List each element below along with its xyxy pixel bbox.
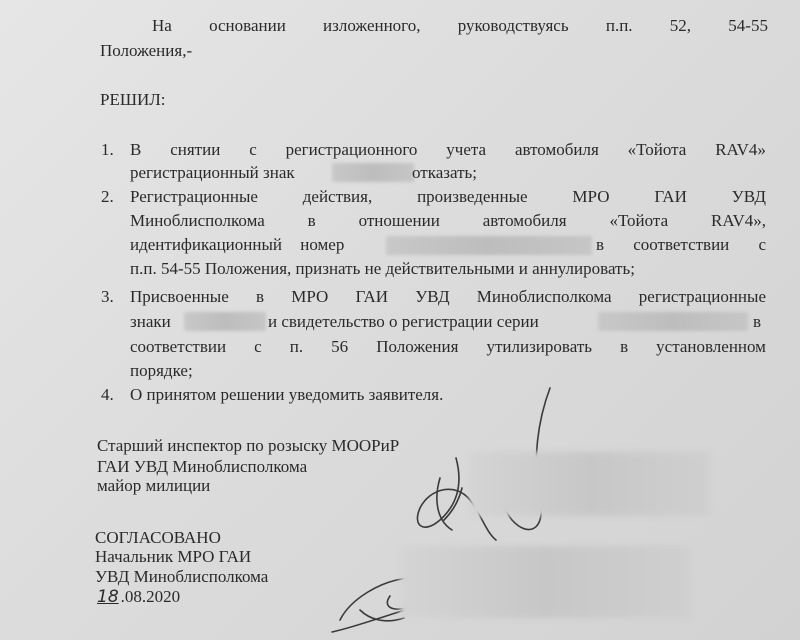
intro-word: 54-55 — [728, 16, 768, 35]
item-word: Миноблисполкома — [130, 211, 265, 230]
approval-date-day: 18 — [97, 587, 119, 607]
item-word: с — [249, 140, 257, 159]
intro-word: основании — [209, 16, 286, 35]
item-word: МРО — [291, 287, 329, 306]
item-word: утилизировать — [486, 337, 592, 356]
item-2-line-4: п.п. 54-55 Положения, признать не действительными и аннулировать; — [130, 259, 635, 278]
item-word: 56 — [331, 337, 349, 356]
intro-word: п.п. — [605, 16, 633, 35]
item-1-line-2-a: регистрационный знак — [130, 163, 295, 182]
item-word: УВД — [415, 287, 450, 306]
item-2-number: 2. — [101, 187, 114, 206]
inspector-title-line-3: майор милиции — [97, 476, 211, 495]
item-word: Регистрационные — [130, 187, 258, 206]
item-2-line-3-b — [596, 235, 766, 255]
item-word: в — [255, 287, 264, 306]
approval-date — [95, 587, 180, 607]
item-2-line-2 — [130, 211, 766, 231]
inspector-title-line-2: ГАИ УВД Миноблисполкома — [97, 457, 308, 476]
item-word: произведенные — [417, 187, 528, 206]
item-3-line-2-b: и свидетельство о регистрации серии — [268, 312, 539, 331]
item-3-line-2-c: в — [753, 312, 762, 331]
approval-title-line-3: УВД Миноблисполкома — [95, 567, 269, 586]
item-3-line-4: порядке; — [130, 361, 193, 380]
item-word: Миноблисполкома — [476, 287, 612, 306]
intro-line-1 — [152, 16, 768, 36]
intro-word: На — [152, 16, 172, 35]
redacted-inspector-name — [470, 452, 710, 516]
decision-heading: РЕШИЛ: — [100, 90, 166, 109]
item-word: в — [620, 337, 629, 356]
approval-date-rest: .08.2020 — [120, 587, 181, 606]
item-2-line-3-a: идентификационный номер — [130, 235, 345, 254]
intro-line-2: Положения,- — [100, 41, 193, 60]
item-word: п. — [289, 337, 304, 356]
item-word: регистрационного — [285, 140, 418, 159]
item-word: установленном — [656, 337, 766, 356]
item-1-line-1 — [130, 140, 766, 160]
item-word: соответствии — [633, 235, 730, 254]
item-word: МРО — [572, 187, 610, 206]
item-word: с — [758, 235, 766, 254]
redacted-approver-name — [400, 546, 690, 618]
item-4-line-1: О принятом решении уведомить заявителя. — [130, 385, 444, 404]
item-word: «Тойота — [627, 140, 687, 159]
intro-word: изложенного, — [323, 16, 421, 35]
redacted-vin — [386, 236, 592, 255]
item-word: снятии — [170, 140, 221, 159]
item-3-line-1 — [130, 287, 766, 307]
item-word: RAV4» — [715, 140, 766, 159]
item-word: В — [130, 140, 142, 159]
approval-heading: СОГЛАСОВАНО — [95, 528, 221, 547]
item-word: «Тойота — [609, 211, 669, 230]
item-word: Присвоенные — [130, 287, 229, 306]
redacted-plates — [184, 312, 266, 331]
item-2-line-1 — [130, 187, 766, 207]
item-word: ГАИ — [654, 187, 687, 206]
item-word: регистрационные — [638, 287, 766, 306]
intro-word: руководствуясь — [457, 16, 569, 35]
item-3-line-2-a: знаки — [130, 312, 171, 331]
item-word: в — [596, 235, 605, 254]
item-word: Положения — [376, 337, 459, 356]
item-word: ГАИ — [355, 287, 389, 306]
item-word: учета — [446, 140, 487, 159]
item-word: в — [307, 211, 316, 230]
item-3-number: 3. — [101, 287, 114, 306]
inspector-title-line-1: Старший инспектор по розыску МООРиР — [97, 436, 400, 455]
approval-title-line-2: Начальник МРО ГАИ — [95, 547, 252, 566]
item-word: RAV4», — [711, 211, 766, 230]
redacted-certificate-series — [598, 312, 748, 331]
item-1-line-2-b: отказать; — [412, 163, 477, 182]
item-word: автомобиля — [482, 211, 567, 230]
item-word: с — [254, 337, 262, 356]
redacted-plate-number — [332, 163, 414, 182]
item-word: УВД — [731, 187, 766, 206]
item-1-number: 1. — [101, 140, 114, 159]
item-word: соответствии — [130, 337, 227, 356]
item-word: действия, — [302, 187, 373, 206]
intro-word: 52, — [669, 16, 692, 35]
item-word: отношении — [358, 211, 440, 230]
item-word: автомобиля — [514, 140, 599, 159]
item-4-number: 4. — [101, 385, 114, 404]
item-3-line-3 — [130, 337, 766, 357]
